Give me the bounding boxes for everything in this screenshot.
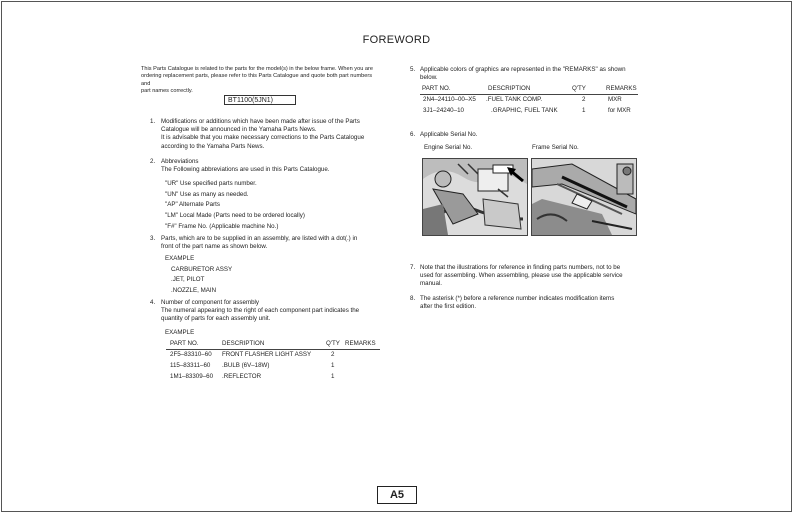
item-1-line: Modifications or additions which have been made after issue of the Parts — [161, 118, 360, 125]
item-8-line: The asterisk (*) before a reference number indicates modification items — [420, 295, 615, 302]
item-5-text — [420, 66, 650, 82]
example-part: CARBURETOR ASSY — [171, 266, 233, 273]
intro-line: This Parts Catalogue is related to the parts for the model(s) in the below frame. When you are — [141, 66, 373, 72]
abbreviation-item: "AP" Alternate Parts — [165, 201, 220, 209]
item-5-line: Applicable colors of graphics are represented in the "REMARKS" as shown — [420, 66, 626, 73]
column-header: PART NO. — [166, 339, 222, 349]
description-cell: .BULB (6V–18W) — [222, 362, 270, 369]
description-cell: FRONT FLASHER LIGHT ASSY — [222, 351, 312, 359]
frame-illustration — [532, 159, 636, 235]
remarks-cell — [345, 349, 380, 360]
abbreviation-item: "LM" Local Made (Parts need to be ordered locally) — [165, 212, 305, 220]
item-8-number: 8. — [410, 295, 416, 302]
item-4-example-label: EXAMPLE — [165, 329, 195, 336]
frame-serial-label: Frame Serial No. — [532, 144, 579, 151]
item-4-line: The numeral appearing to the right of each component part indicates the — [161, 307, 360, 315]
remarks-cell: for MXR — [608, 107, 631, 114]
abbreviation-item: "F#" Frame No. (Applicable machine No.) — [165, 222, 279, 230]
part-number-cell: 2N4–24110–00–X5 — [423, 96, 476, 104]
page-frame — [1, 1, 792, 512]
abbreviations-heading: Abbreviations — [161, 158, 199, 165]
item-4-heading: Number of component for assembly — [161, 299, 260, 306]
item-2-text — [161, 158, 391, 174]
item-1-text — [161, 118, 391, 151]
column-header: DESCRIPTION — [222, 339, 326, 349]
item-3-example-label: EXAMPLE — [165, 255, 195, 262]
item-3-text — [161, 235, 391, 251]
column-header: REMARKS — [606, 85, 637, 93]
part-number-cell: 1M1–83309–60 — [170, 373, 214, 380]
item-8-text — [420, 295, 650, 311]
remarks-cell — [345, 360, 380, 371]
qty-cell: 1 — [331, 373, 335, 380]
item-5-number: 5. — [410, 66, 416, 73]
item-2-number: 2. — [150, 158, 156, 165]
part-number-cell: 3J1–24240–10 — [423, 107, 464, 114]
item-7-line: used for assembling. When assembling, please use the applicable service — [420, 272, 623, 280]
item-6-number: 6. — [410, 131, 416, 138]
item-1-line: It is advisable that you make necessary corrections to the Parts Catalogue — [161, 134, 365, 142]
description-cell: .GRAPHIC, FUEL TANK — [491, 107, 558, 114]
table-row — [166, 371, 380, 382]
qty-cell: 1 — [582, 107, 586, 114]
engine-serial-photo — [422, 158, 528, 236]
qty-cell: 2 — [331, 351, 335, 359]
frame-serial-photo — [531, 158, 637, 236]
item-7-line: manual. — [420, 280, 443, 288]
column-header: REMARKS — [345, 339, 380, 349]
engine-illustration — [423, 159, 527, 235]
item-8-line: after the first edition. — [420, 303, 477, 311]
item-3-example — [171, 265, 232, 296]
intro-line: part names correctly. — [141, 88, 193, 95]
abbreviation-list — [165, 179, 305, 233]
item-1-number: 1. — [150, 118, 156, 125]
item-3-line: front of the part name as shown below. — [161, 243, 268, 251]
item-3-line: Parts, which are to be supplied in an assembly, are listed with a dot(.) in — [161, 235, 358, 242]
column-header: Q'TY — [326, 339, 345, 349]
abbreviation-item: "UN" Use as many as needed. — [165, 190, 249, 198]
table-row — [420, 94, 638, 105]
table-row — [166, 349, 380, 360]
example-part: .NOZZLE, MAIN — [171, 286, 217, 294]
item-6-heading: Applicable Serial No. — [420, 131, 478, 138]
engine-serial-label: Engine Serial No. — [424, 144, 473, 151]
item-1-line: according to the Yamaha Parts News. — [161, 142, 265, 150]
model-frame-box: BT1100(5JN1) — [224, 95, 296, 105]
item-1-line: Catalogue will be announced in the Yamaha Parts News. — [161, 126, 317, 134]
item-4-parts-table — [166, 339, 380, 382]
abbreviation-item: "UR" Use specified parts number. — [165, 180, 257, 187]
page-number: A5 — [377, 486, 417, 504]
page-title: FOREWORD — [362, 34, 431, 46]
column-header: PART NO. — [420, 84, 486, 94]
item-5-line: below. — [420, 74, 438, 82]
table-row — [166, 360, 380, 371]
item-4-line: quantity of parts for each assembly unit. — [161, 315, 271, 323]
table-row — [420, 105, 638, 116]
part-number-cell: 115–83311–60 — [170, 362, 211, 369]
qty-cell: 1 — [331, 362, 335, 369]
intro-paragraph — [141, 66, 381, 96]
part-number-cell: 2F5–83310–60 — [170, 351, 212, 359]
remarks-cell — [345, 371, 380, 382]
qty-cell: 2 — [582, 96, 586, 104]
remarks-cell: MXR — [608, 96, 622, 104]
item-3-number: 3. — [150, 235, 156, 242]
item-5-parts-table — [420, 84, 638, 116]
item-7-line: Note that the illustrations for reference in finding parts numbers, not to be — [420, 264, 621, 271]
intro-line: ordering replacement parts, please refer to this Parts Catalogue and quote both part numbers and — [141, 73, 373, 87]
column-header: DESCRIPTION — [486, 84, 572, 94]
abbreviations-intro: The Following abbreviations are used in this Parts Catalogue. — [161, 166, 330, 174]
item-7-number: 7. — [410, 264, 416, 271]
item-4-number: 4. — [150, 299, 156, 306]
item-4-text — [161, 299, 391, 324]
column-header: Q'TY — [572, 84, 606, 94]
description-cell: .REFLECTOR — [222, 373, 262, 380]
description-cell: .FUEL TANK COMP. — [486, 96, 543, 104]
example-part: .JET, PILOT — [171, 276, 205, 284]
item-7-text — [420, 264, 650, 289]
